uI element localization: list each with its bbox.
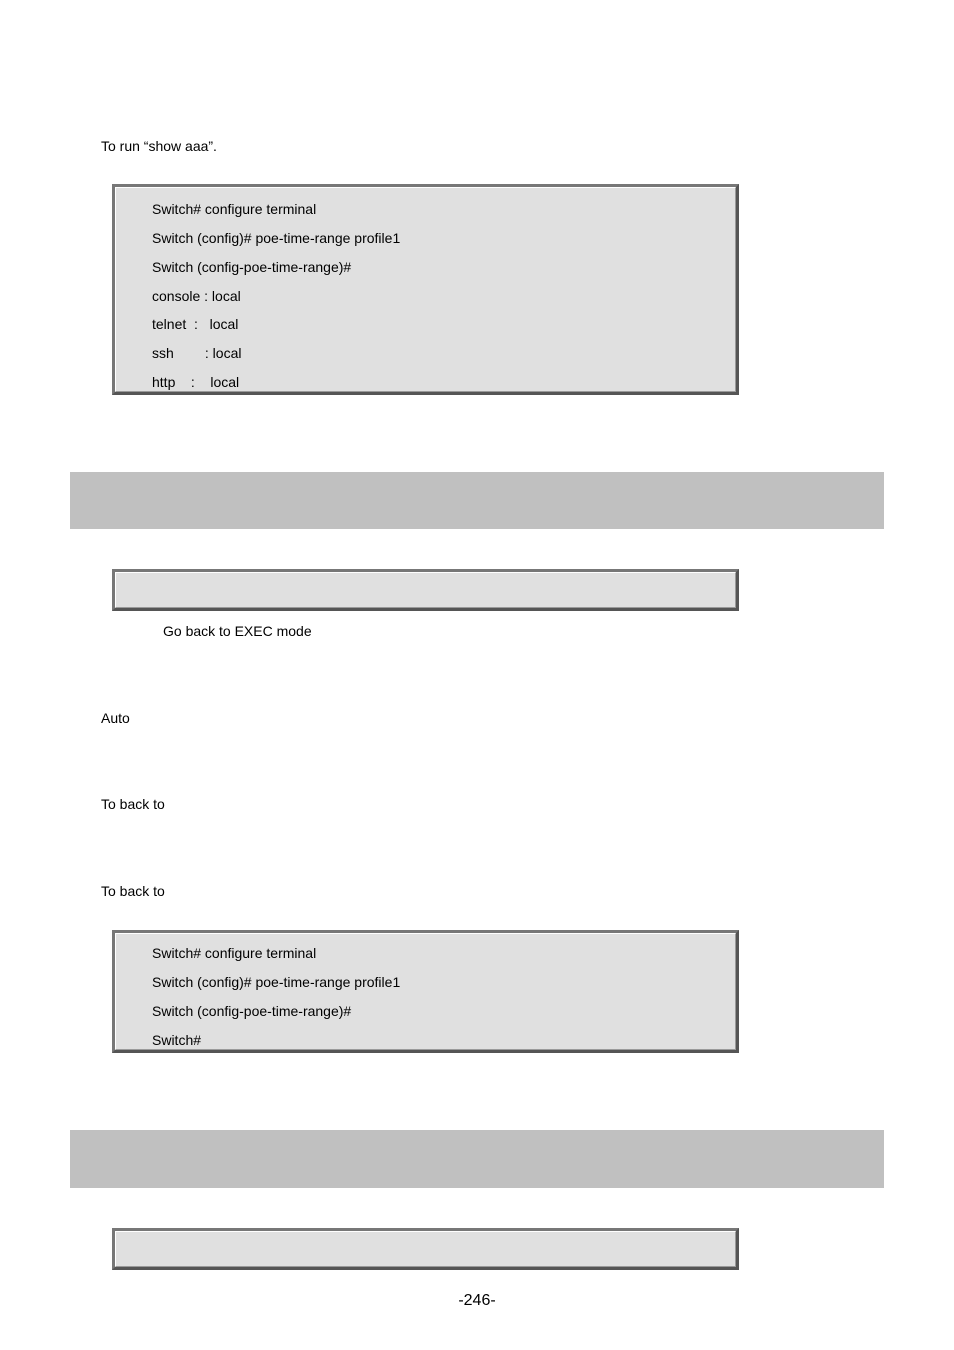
command-syntax-box [112, 1228, 739, 1270]
code-line: Switch (config)# poe-time-range profile1 [152, 974, 401, 990]
example-intro-text: To run “show aaa”. [101, 138, 217, 154]
code-line: Switch# configure terminal [152, 945, 317, 961]
section-header-band [70, 472, 884, 529]
code-line: ssh : local [152, 345, 242, 361]
code-line: telnet : local [152, 316, 239, 332]
code-block-show-aaa [112, 184, 739, 395]
command-description: Go back to EXEC mode [163, 623, 312, 639]
command-syntax-box [112, 569, 739, 611]
code-line: Switch# configure terminal [152, 201, 317, 217]
code-line: console : local [152, 288, 241, 304]
code-block-exit-example [112, 930, 739, 1053]
code-line: Switch# [152, 1032, 202, 1048]
page-number: -246- [458, 1292, 496, 1309]
code-line: Switch (config)# poe-time-range profile1 [152, 230, 401, 246]
code-line: Switch (config-poe-time-range)# [152, 259, 352, 275]
default-value-text: Auto [101, 710, 130, 726]
code-line: http : local [152, 374, 240, 390]
section-header-band [70, 1130, 884, 1188]
example-intro-text-2: To back to [101, 883, 165, 899]
usage-guide-text: To back to [101, 796, 165, 812]
code-line: Switch (config-poe-time-range)# [152, 1003, 352, 1019]
